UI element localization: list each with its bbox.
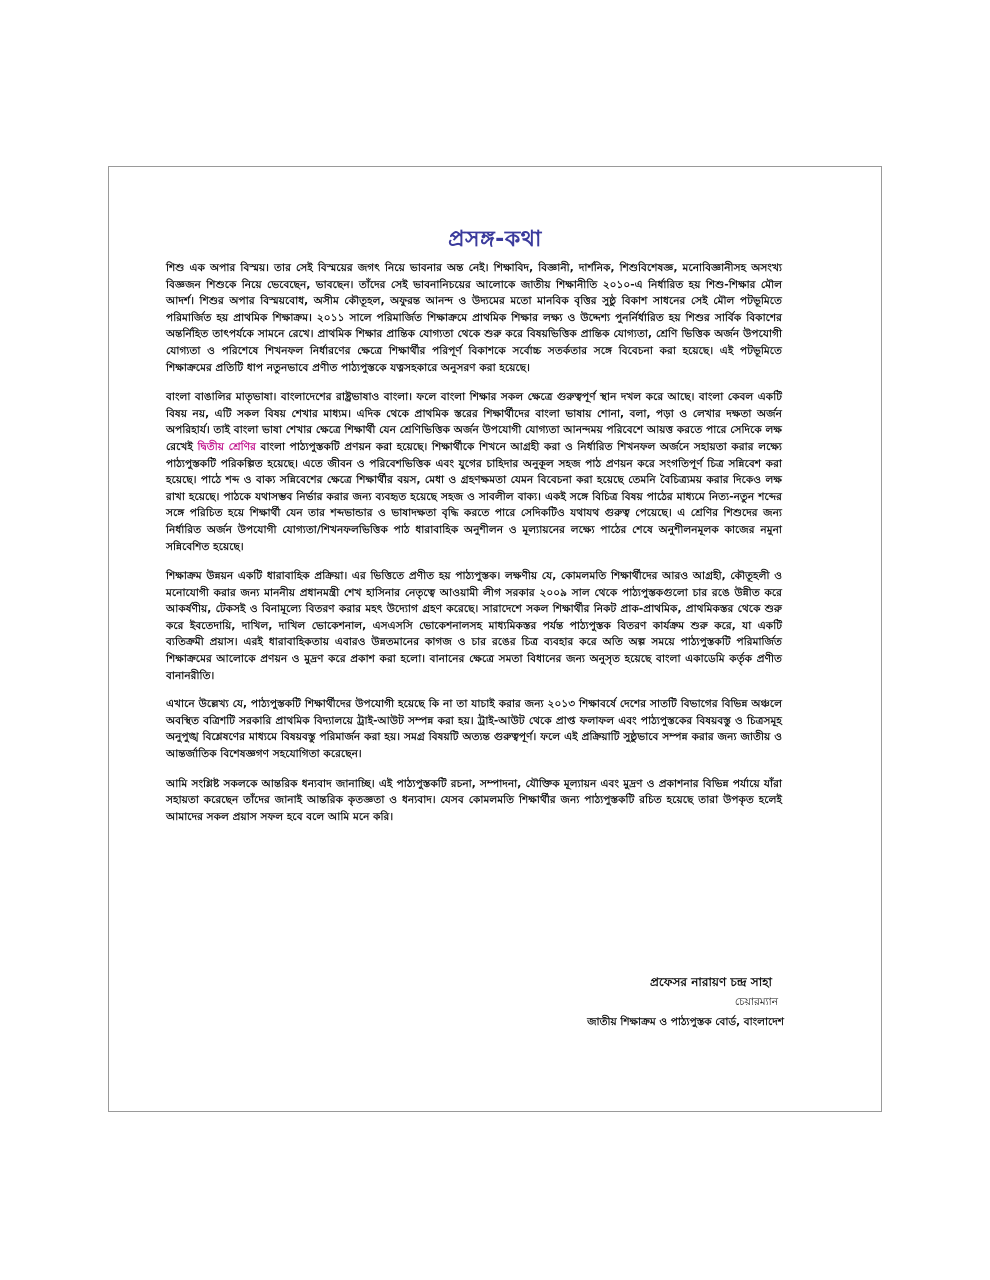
signature-block <box>581 972 784 1032</box>
highlighted-grade: দ্বিতীয় শ্রেণির <box>197 440 256 453</box>
paragraph-2-text-after: বাংলা পাঠ্যপুস্তকটি প্রণয়ন করা হয়েছে। শিক্ষার্থীকে শিখনে আগ্রহী করা ও নির্ধারিত শিখনফল অর্জনে সহায়তা করার লক্ষ্যে পাঠ্যপুস্তকটি পরিকল্পিত হয়েছে। এতে জীবন ও পরিবেশভিত্তিক এবং যুগের চাহিদার অনুকূল সহজ পাঠ প্রণয়ন করে সংগতিপূর্ণ চিত্র সন্নিবেশ করা হয়েছে। পাঠে শব্দ ও বাক্য সন্নিবেশের ক্ষেত্রে শিক্ষার্থীর বয়স, মেধা ও গ্রহণক্ষমতা যেমন বিবেচনা করা হয়েছে তেমনি বৈচিত্র্যময় করার দিকেও লক্ষ রাখা হয়েছে। পাঠকে যথাসম্ভব নির্ভার করার জন্য ব্যবহৃত হয়েছে সহজ ও সাবলীল বাক্য। একই সঙ্গে বিচিত্র বিষয় পাঠের মাধ্যমে নিত্য-নতুন শব্দের সঙ্গে পরিচিত হয়ে শিক্ষার্থী যেন তার শব্দভান্ডার ও ভাষাদক্ষতা বৃদ্ধি করতে পারে সেদিকটিও যথাযথ গুরুত্ব পেয়েছে। এ শ্রেণির শিশুদের জন্য নির্ধারিত অর্জন উপযোগী যোগ্যতা/শিখনফলভিত্তিক পাঠ ধারাবাহিক অনুশীলন ও মূল্যায়নের লক্ষ্যে পাঠের শেষে অনুশীলনমূলক কাজের নমুনা সন্নিবেশিত হয়েছে। <box>166 440 782 553</box>
paragraph-1: শিশু এক অপার বিস্ময়। তার সেই বিস্ময়ের জগৎ নিয়ে ভাবনার অন্ত নেই। শিক্ষাবিদ, বিজ্ঞানী, দার্শনিক, শিশুবিশেষজ্ঞ, মনোবিজ্ঞানীসহ অসংখ্য বিজ্ঞজন শিশুকে নিয়ে ভেবেছেন, ভাবছেন। তাঁদের সেই ভাবনানিচয়ের আলোকে জাতীয় শিক্ষানীতি ২০১০-এ নির্ধারিত হয় শিশু-শিক্ষার মৌল আদর্শ। শিশুর অপার বিস্ময়বোধ, অসীম কৌতূহল, অফুরন্ত আনন্দ ও উদ্যমের মতো মানবিক বৃত্তির সুষ্ঠু বিকাশ সাধনের সেই মৌল পটভূমিতে পরিমার্জিত হয় প্রাথমিক শিক্ষাক্রম। ২০১১ সালে পরিমার্জিত শিক্ষাক্রমে প্রাথমিক শিক্ষার লক্ষ্য ও উদ্দেশ্য পুনর্নির্ধারিত হয় শিশুর সার্বিক বিকাশের অন্তর্নিহিত তাৎপর্যকে সামনে রেখে। প্রাথমিক শিক্ষার প্রান্তিক যোগ্যতা থেকে শুরু করে বিষয়ভিত্তিক প্রান্তিক যোগ্যতা, শ্রেণি ভিত্তিক অর্জন উপযোগী যোগ্যতা ও পরিশেষে শিখনফল নির্ধারণের ক্ষেত্রে শিক্ষার্থীর পরিপূর্ণ বিকাশকে সর্বোচ্চ সতর্কতার সঙ্গে বিবেচনা করা হয়েছে। এই পটভূমিতে শিক্ষাক্রমের প্রতিটি ধাপ নতুনভাবে প্রণীত পাঠ্যপুস্তকে যত্নসহকারে অনুসরণ করা হয়েছে। <box>166 262 782 374</box>
page-title: প্রসঙ্গ-কথা <box>448 227 542 252</box>
paragraph-4: এখানে উল্লেখ্য যে, পাঠ্যপুস্তকটি শিক্ষার্থীদের উপযোগী হয়েছে কি না তা যাচাই করার জন্য ২০১৩ শিক্ষাবর্ষে দেশের সাতটি বিভাগের বিভিন্ন অঞ্চলে অবস্থিত বত্রিশটি সরকারি প্রাথমিক বিদ্যালয়ে ট্রাই-আউট সম্পন্ন করা হয়। ট্রাই-আউট থেকে প্রাপ্ত ফলাফল এবং পাঠ্যপুস্তকের বিষয়বস্তু ও চিত্রসমূহ অনুপুঙ্খ বিশ্লেষণের মাধ্যমে বিষয়বস্তু পরিমার্জন করা হয়। সমগ্র বিষয়টি অত্যন্ত গুরুত্বপূর্ণ। ফলে এই প্রক্রিয়াটি সুষ্ঠুভাবে সম্পন্ন করার জন্য জাতীয় ও আন্তর্জাতিক বিশেষজ্ঞগণ সহযোগিতা করেছেন। <box>166 698 782 761</box>
paragraph-5: আমি সংশ্লিষ্ট সকলকে আন্তরিক ধন্যবাদ জানাচ্ছি। এই পাঠ্যপুস্তকটি রচনা, সম্পাদনা, যৌক্তিক মূল্যায়ন এবং মুদ্রণ ও প্রকাশনার বিভিন্ন পর্যায়ে যাঁরা সহায়তা করেছেন তাঁদের জানাই আন্তরিক কৃতজ্ঞতা ও ধন্যবাদ। যেসব কোমলমতি শিক্ষার্থীর জন্য পাঠ্যপুস্তকটি রচিত হয়েছে তারা উপকৃত হলেই আমাদের সকল প্রয়াস সফল হবে বলে আমি মনে করি। <box>166 777 782 823</box>
signatory-name: প্রফেসর নারায়ণ চন্দ্র সাহা <box>649 975 772 989</box>
paragraph-2 <box>166 389 782 555</box>
paragraph-2-text-before: বাংলা বাঙালির মাতৃভাষা। বাংলাদেশের রাষ্ট্রভাষাও বাংলা। ফলে বাংলা শিক্ষার সকল ক্ষেত্রে গুরুত্বপূর্ণ স্থান দখল করে আছে। বাংলা কেবল একটি বিষয় নয়, এটি সকল বিষয় শেখার মাধ্যম। এদিক থেকে প্রাথমিক স্তরের শিক্ষার্থীদের বাংলা ভাষায় শোনা, বলা, পড়া ও লেখার দক্ষতা অর্জন অপরিহার্য। তাই বাংলা ভাষা শেখার ক্ষেত্রে শিক্ষার্থী যেন শ্রেণিভিত্তিক অর্জন উপযোগী যোগ্যতা আনন্দময় পরিবেশে আয়ত্ত করতে পারে সেদিকে লক্ষ রেখেই <box>166 391 782 453</box>
signatory-title: চেয়ারম্যান <box>734 996 778 1008</box>
preface-body <box>166 260 782 839</box>
signatory-organization: জাতীয় শিক্ষাক্রম ও পাঠ্যপুস্তক বোর্ড, বাংলাদেশ <box>587 1016 784 1028</box>
paragraph-3: শিক্ষাক্রম উন্নয়ন একটি ধারাবাহিক প্রক্রিয়া। এর ভিত্তিতে প্রণীত হয় পাঠ্যপুস্তক। লক্ষণীয় যে, কোমলমতি শিক্ষার্থীদের আরও আগ্রহী, কৌতূহলী ও মনোযোগী করার জন্য মাননীয় প্রধানমন্ত্রী শেখ হাসিনার নেতৃত্বে আওয়ামী লীগ সরকার ২০০৯ সাল থেকে পাঠ্যপুস্তকগুলো চার রঙে উন্নীত করে আকর্ষণীয়, টেকসই ও বিনামূল্যে বিতরণ করার মহৎ উদ্যোগ গ্রহণ করেছে। সারাদেশে সকল শিক্ষার্থীর নিকট প্রাক-প্রাথমিক, প্রাথমিকস্তর থেকে শুরু করে ইবতেদায়ি, দাখিল, দাখিল ভোকেশনাল, এসএসসি ভোকেশনালসহ মাধ্যমিকস্তর পর্যন্ত পাঠ্যপুস্তক বিতরণ কার্যক্রম শুরু করে, যা একটি ব্যতিক্রমী প্রয়াস। এরই ধারাবাহিকতায় এবারও উন্নতমানের কাগজ ও চার রঙের চিত্র ব্যবহার করে অতি অল্প সময়ে পাঠ্যপুস্তকটি পরিমার্জিত শিক্ষাক্রমের আলোকে প্রণয়ন ও মুদ্রণ করে প্রকাশ করা হলো। বানানের ক্ষেত্রে সমতা বিধানের জন্য অনুসৃত হয়েছে বাংলা একাডেমি কর্তৃক প্রণীত বানানরীতি। <box>166 570 782 682</box>
